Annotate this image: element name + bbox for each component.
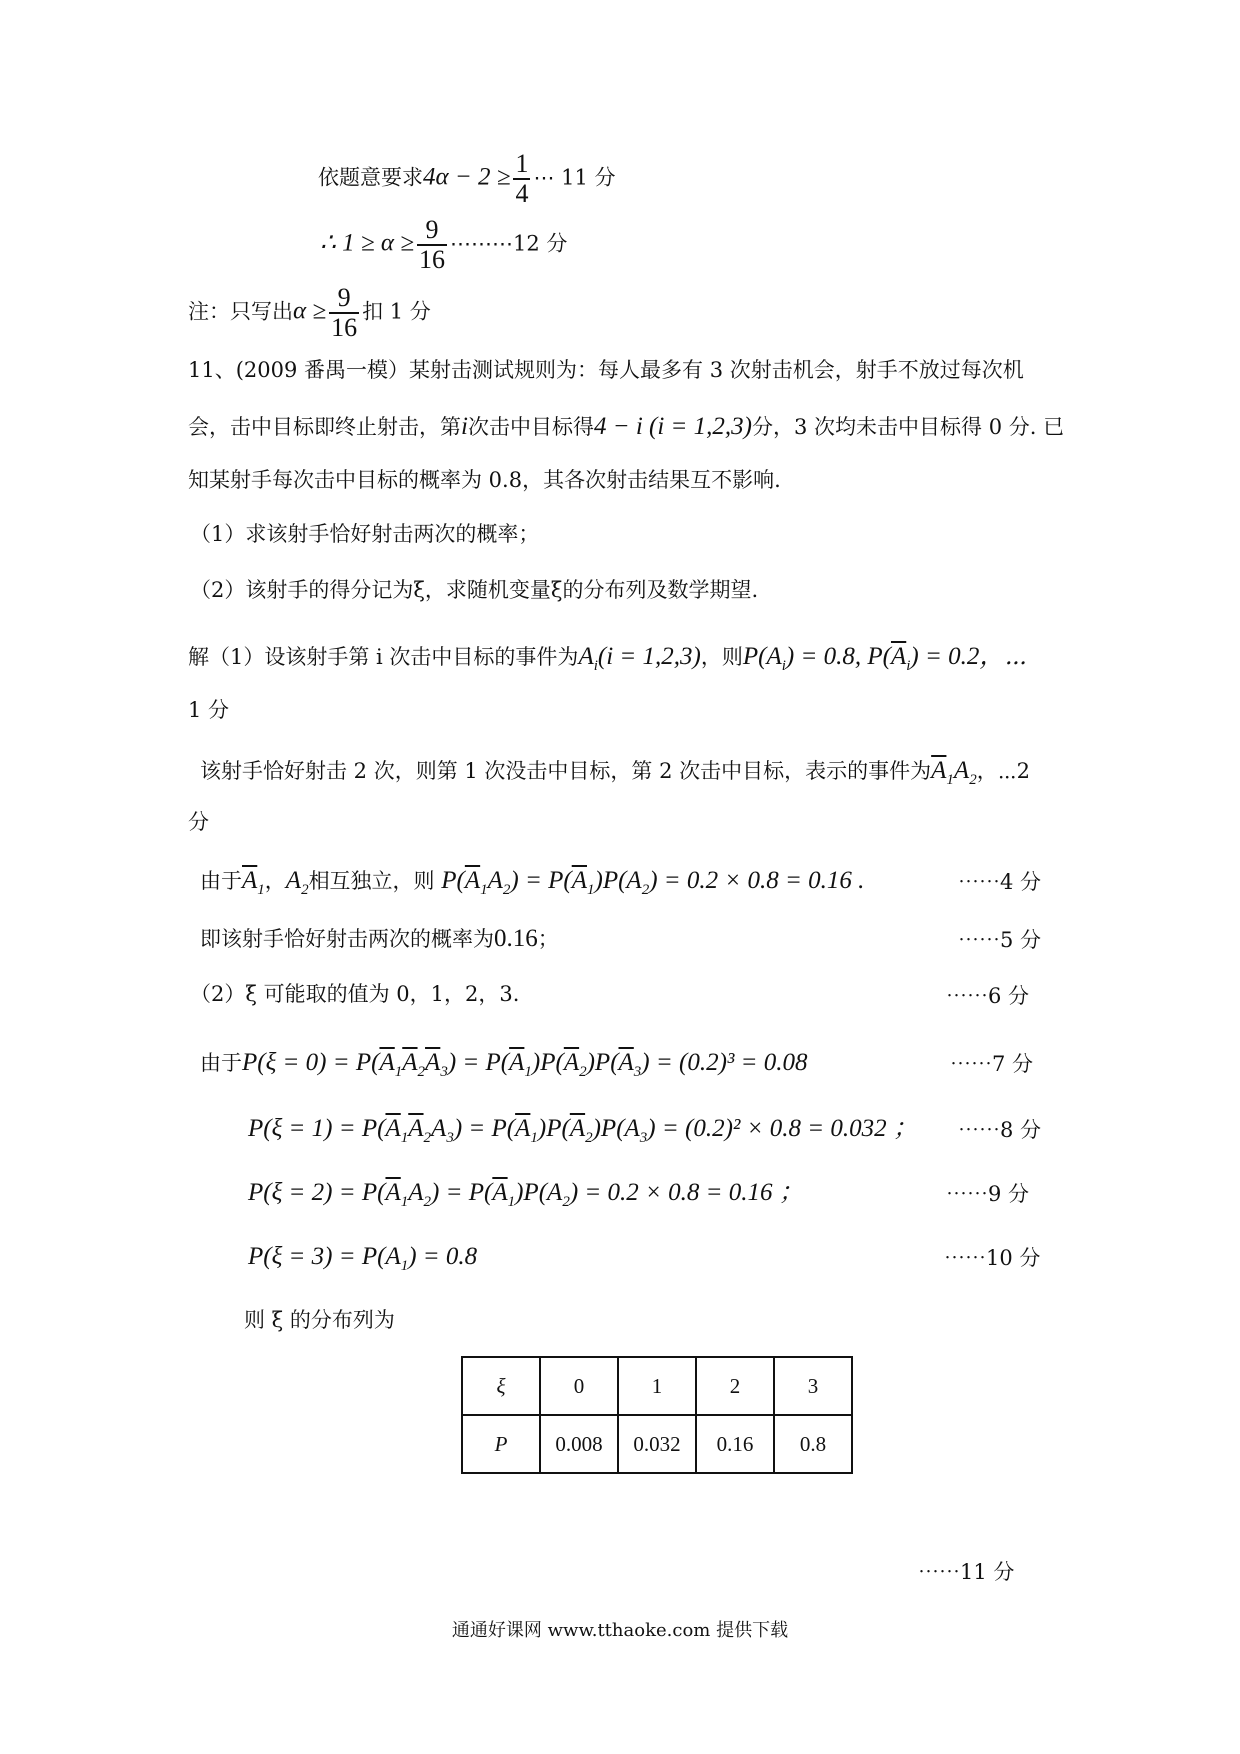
- math-part: = 0.2 × 0.8 = 0.16 ；: [584, 1179, 804, 1206]
- math-part: P(ξ = 3) = P(A: [248, 1243, 401, 1270]
- line-requirement: [318, 150, 616, 208]
- math-part: ) = 0.8: [408, 1243, 478, 1270]
- table-header-cell: 1: [618, 1357, 696, 1415]
- note-text: 注：只写出: [188, 299, 293, 324]
- line-conclusion: [320, 216, 567, 274]
- text: 会，击中目标即终止射击，第: [188, 415, 461, 439]
- distribution-intro: 则 ξ 的分布列为: [244, 1308, 395, 1332]
- math: 0.16: [494, 925, 538, 952]
- math-part: ) = 0.2，⋯: [910, 643, 1027, 670]
- solution-score-2: 分: [188, 810, 209, 834]
- line-note: [188, 284, 431, 342]
- table-header-cell: 3: [774, 1357, 852, 1415]
- math: 4α − 2 ≥: [423, 163, 511, 191]
- math-part: A: [578, 643, 594, 670]
- question-line-1: 11、(2009 番禺一模）某射击测试规则为：每人最多有 3 次射击机会，射手不放过每次机: [188, 358, 1024, 382]
- math-part: = 0.2 × 0.8 = 0.16 .: [663, 867, 865, 894]
- text: 由于: [200, 869, 242, 893]
- text: 分，3 次均未击中目标得 0 分. 已: [752, 415, 1065, 439]
- text: ，⋯2: [976, 759, 1030, 783]
- table-cell: 0.032: [618, 1415, 696, 1473]
- math: $\overline{A}_1A_2$: [931, 757, 977, 788]
- table-header-cell: ξ: [462, 1357, 540, 1415]
- question-line-2: [188, 414, 1064, 439]
- math: $P(A_i) = 0.8$, $P(\overline{A}_i) = 0.2$，⋯: [742, 643, 1027, 674]
- text: 由于: [200, 1051, 242, 1075]
- text: ，则: [700, 645, 743, 669]
- text: ；: [537, 927, 559, 951]
- math: $P(\xi = 2) = P(\overline{A}_1A_2) = P(\overline{A}_1)P(A_2) = 0.2 \times 0.8 = 0.16$ ；: [248, 1179, 804, 1210]
- math-part: (i = 1,2,3): [597, 643, 701, 670]
- text: ，: [264, 869, 286, 893]
- text: 次击中目标得: [467, 415, 594, 439]
- text: 依题意要求: [318, 165, 423, 190]
- equation-xi-3: [248, 1244, 477, 1274]
- math-part: = (0.2)² × 0.8 = 0.032 ；: [661, 1115, 918, 1142]
- math: i: [461, 413, 468, 440]
- fraction-numerator: 9: [417, 216, 447, 246]
- solution-score-1: 1 分: [188, 698, 230, 722]
- table-cell: 0.16: [696, 1415, 774, 1473]
- math-part: $\overline{A}$: [890, 643, 907, 670]
- score: ⋯⋯⋯12 分: [449, 231, 568, 256]
- math-part: P(: [867, 643, 891, 670]
- math-part: P(A: [742, 643, 782, 670]
- score: ⋯ 11 分: [533, 165, 616, 190]
- text: 该射手恰好射击 2 次，则第 1 次没击中目标，第 2 次击中目标，表示的事件为: [200, 759, 932, 783]
- math: $P(\xi = 0) = P(\overline{A}_1\overline{A}_2\overline{A}_3) = P(\overline{A}_1)P(\overline{A}_2)P(\overline{A}_3) = (0.2)^3 = 0.08$: [242, 1049, 808, 1080]
- table-cell: 0.008: [540, 1415, 618, 1473]
- text: 解（1）设该射手第 i 次击中目标的事件为: [188, 645, 579, 669]
- solution-line-2: [200, 758, 1030, 788]
- equation-score-7: ⋯⋯7 分: [950, 1052, 1034, 1076]
- table-cell: P: [462, 1415, 540, 1473]
- fraction-numerator: 1: [515, 149, 529, 178]
- fraction: [417, 216, 447, 274]
- fraction-denominator: 4: [515, 179, 529, 208]
- equation-xi-2: [248, 1180, 804, 1210]
- math: $P(\xi = 3) = P(A_1) = 0.8$: [248, 1243, 478, 1274]
- text: 相互独立，则: [308, 869, 435, 893]
- table-cell: 0.8: [774, 1415, 852, 1473]
- math: ∴ 1 ≥ α ≥: [320, 229, 414, 257]
- math: 4 − i (i = 1,2,3): [593, 413, 752, 440]
- math: $\overline{A}_1$: [242, 867, 265, 898]
- solution-score-5: ⋯⋯6 分: [946, 984, 1030, 1008]
- math: $P(\xi = 1) = P(\overline{A}_1\overline{A}_2A_3) = P(\overline{A}_1)P(\overline{A}_2)P(A_3) = (0.2)^2 \times 0.8 = 0.032$ ；: [248, 1115, 918, 1146]
- solution-line-3: [200, 868, 864, 898]
- equation-xi-1: [248, 1116, 918, 1146]
- solution-line-4: [200, 926, 559, 951]
- fraction-denominator: 16: [418, 245, 445, 274]
- equation-xi-0: [200, 1050, 808, 1080]
- fraction: [513, 150, 530, 208]
- text: 即该射手恰好射击两次的概率为: [200, 927, 494, 951]
- question-part-2: （2）该射手的得分记为ξ，求随机变量ξ的分布列及数学期望.: [190, 578, 759, 602]
- table-row: [462, 1415, 852, 1473]
- page-footer: 通通好课网 www.tthaoke.com 提供下载: [451, 1620, 789, 1641]
- solution-line-1: [188, 644, 1027, 674]
- question-part-1: （1）求该射手恰好射击两次的概率；: [190, 522, 540, 546]
- solution-line-5: （2）ξ 可能取的值为 0，1，2，3.: [190, 982, 520, 1006]
- table-header-cell: 0: [540, 1357, 618, 1415]
- fraction-denominator: 16: [331, 313, 358, 342]
- equation-score-8: ⋯⋯8 分: [958, 1118, 1042, 1142]
- question-line-3: 知某射手每次击中目标的概率为 0.8，其各次射击结果互不影响.: [188, 468, 781, 492]
- math: $P(\overline{A}_1A_2) = P(\overline{A}_1)P(A_2) = 0.2 \times 0.8 = 0.16$ .: [441, 867, 865, 898]
- distribution-table: [461, 1356, 853, 1474]
- equation-score-9: ⋯⋯9 分: [946, 1182, 1030, 1206]
- fraction-numerator: 9: [329, 284, 359, 314]
- math-part: ) = 0.8,: [785, 643, 862, 670]
- math: α ≥: [293, 297, 327, 325]
- final-score: ⋯⋯11 分: [918, 1560, 1015, 1584]
- solution-score-3: ⋯⋯4 分: [958, 870, 1042, 894]
- equation-score-10: ⋯⋯10 分: [944, 1246, 1041, 1270]
- table-header-cell: 2: [696, 1357, 774, 1415]
- math: $A_i(i = 1,2,3)$: [578, 643, 701, 674]
- note-tail: 扣 1 分: [362, 299, 431, 324]
- table-row: [462, 1357, 852, 1415]
- math: $A_2$: [285, 867, 309, 898]
- fraction: [329, 284, 359, 342]
- math-part: = (0.2)³ = 0.08: [655, 1049, 808, 1076]
- solution-score-4: ⋯⋯5 分: [958, 928, 1042, 952]
